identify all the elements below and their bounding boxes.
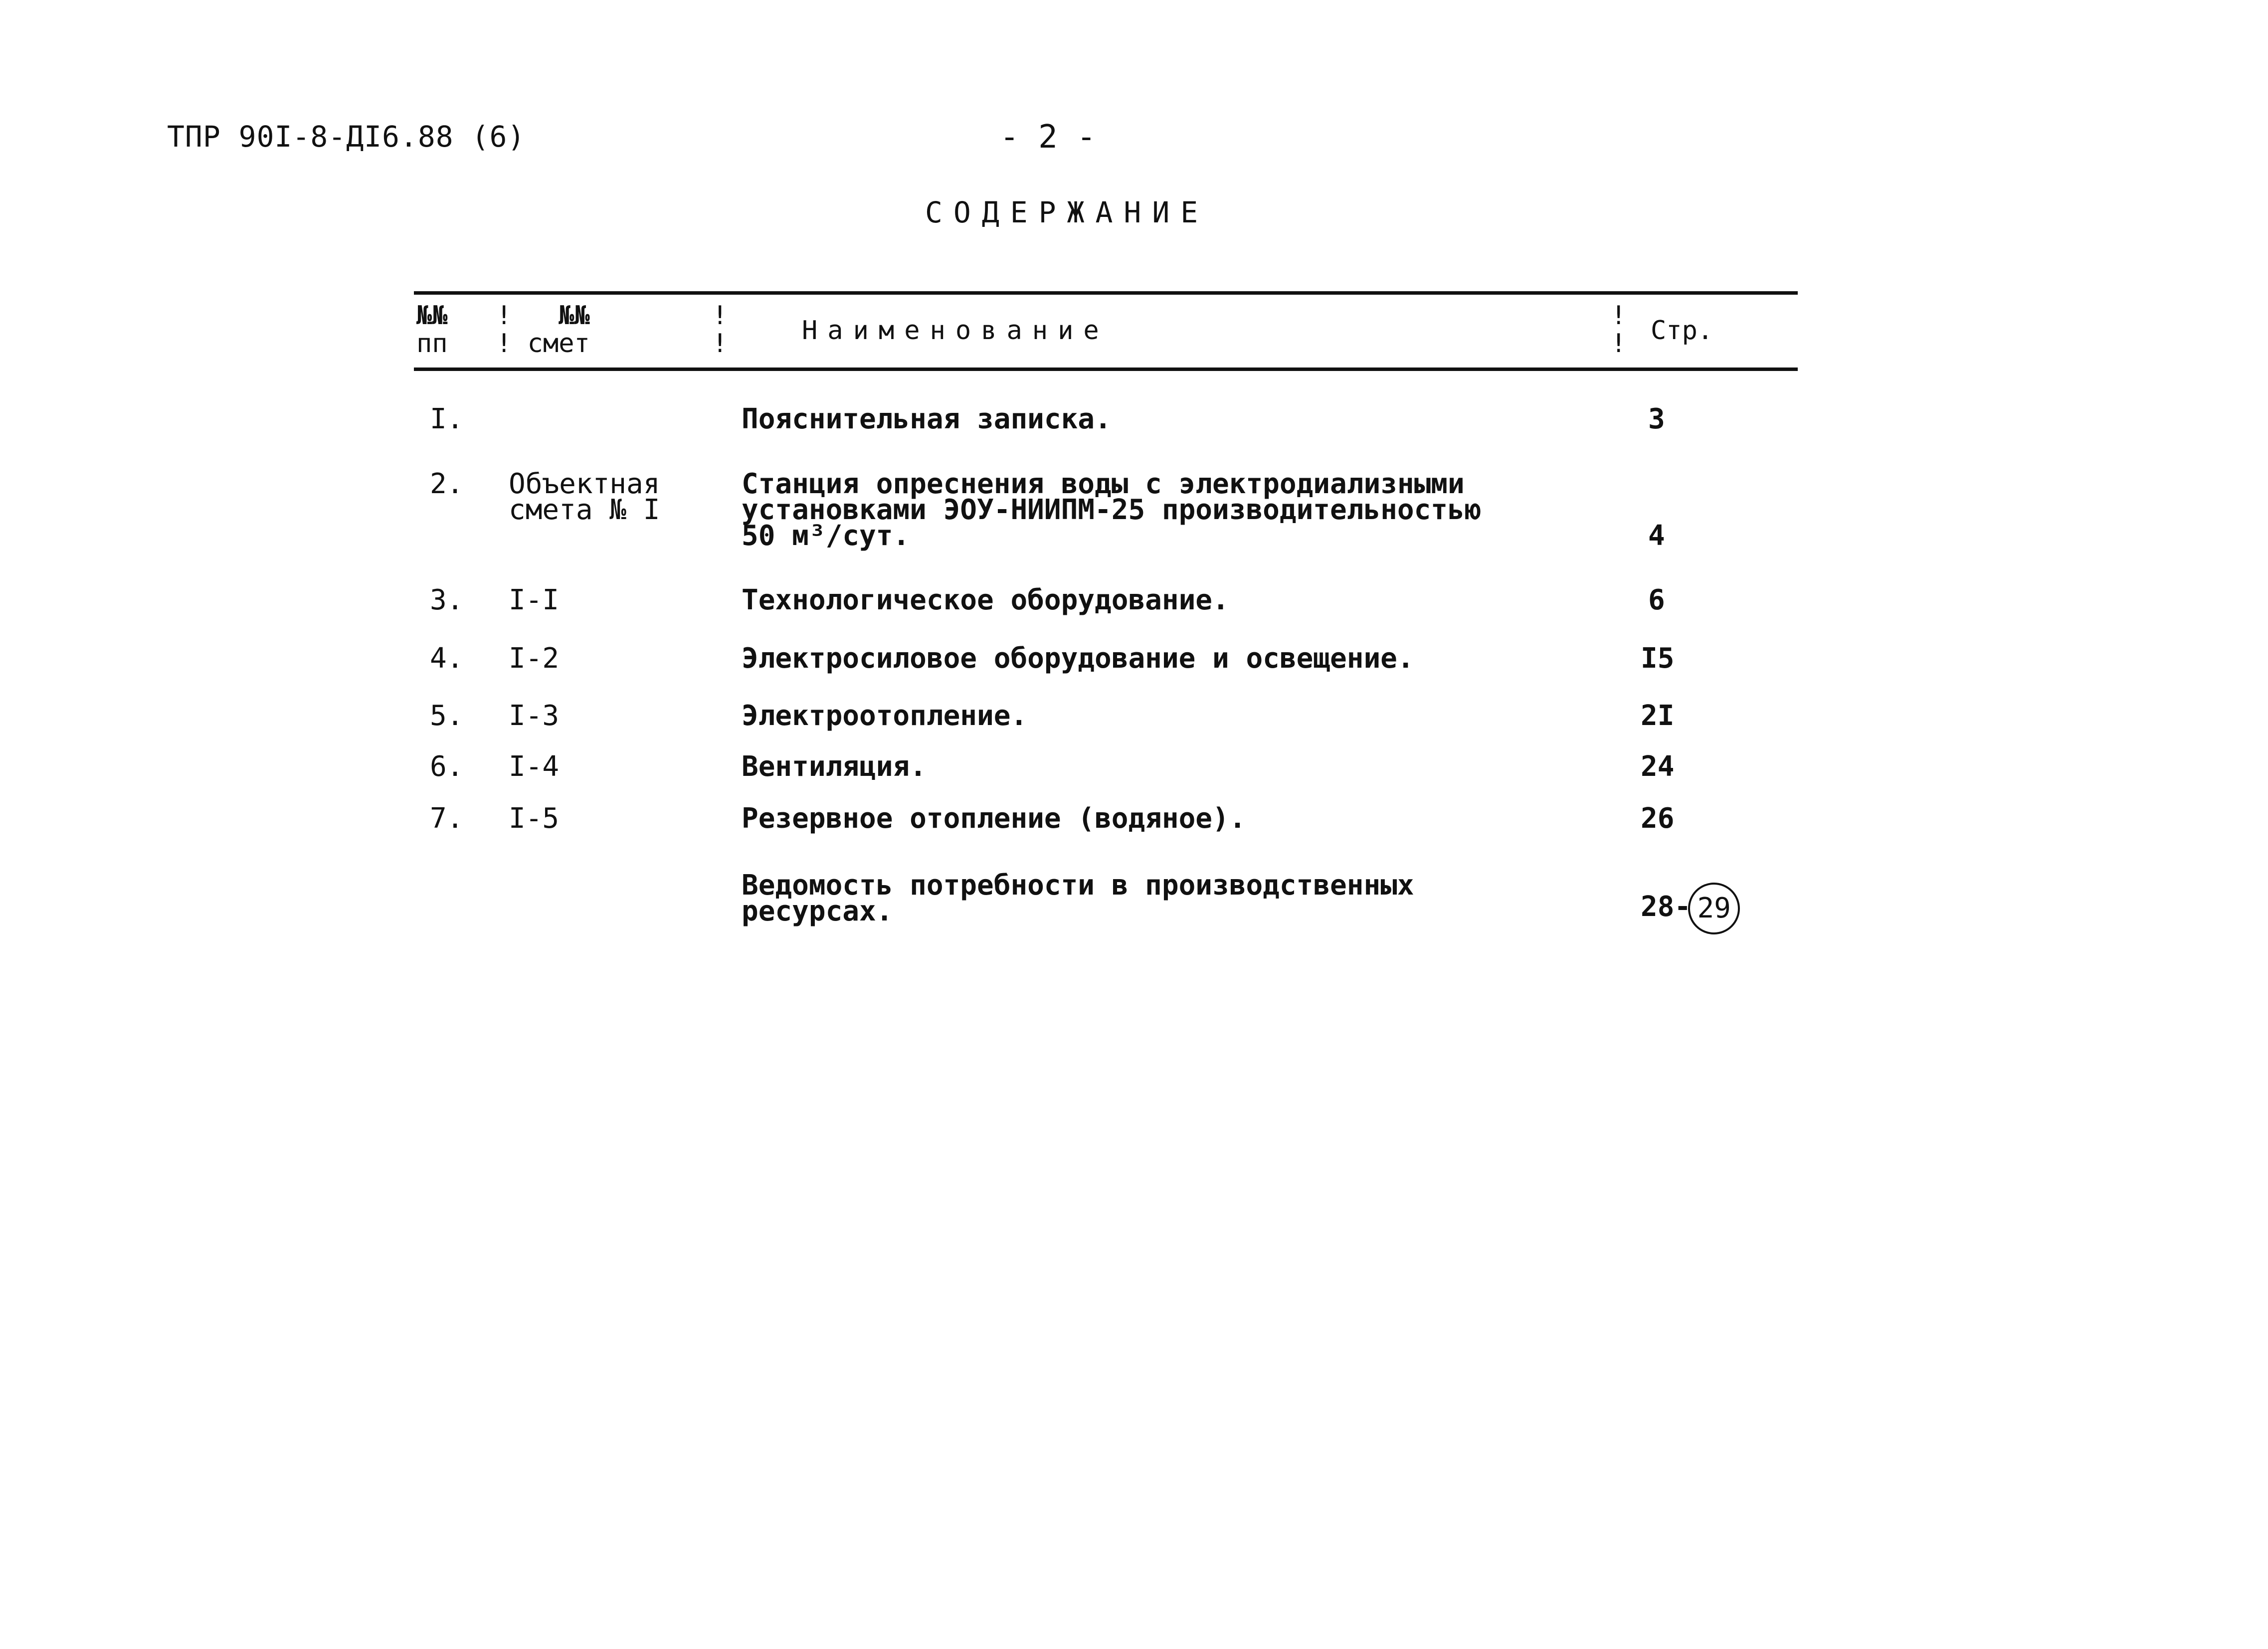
row-page: 3: [1648, 403, 1665, 435]
page-number: - 2 -: [1000, 119, 1096, 156]
column-header-page-label: Стр.: [1651, 316, 1713, 346]
row-name-line: Электроотопление.: [742, 700, 1028, 732]
column-header-number-line1: №№: [416, 301, 448, 331]
row-page: [1641, 883, 1740, 934]
row-name: [742, 802, 1246, 835]
row-page: I5: [1641, 642, 1675, 675]
row-number: I.: [430, 403, 464, 435]
row-number: 5.: [430, 700, 464, 732]
row-page: 4: [1648, 520, 1665, 552]
row-name-line: 50 м³/сут.: [742, 520, 910, 552]
row-page: 2I: [1641, 700, 1675, 732]
row-estimate-line: смета № I: [509, 494, 660, 526]
column-header-name-label: Наименование: [802, 316, 1109, 346]
column-header-estimate-line1: ! №№: [496, 301, 590, 331]
row-page: 24: [1641, 750, 1675, 783]
row-name-line: Технологическое оборудование.: [742, 584, 1229, 616]
row-estimate: [509, 750, 560, 783]
row-name: [742, 468, 1482, 552]
row-number: 2.: [430, 468, 464, 500]
column-header-estimate: [496, 302, 590, 358]
column-header-page: [1611, 301, 1713, 359]
row-number: 7.: [430, 802, 464, 835]
row-name: [742, 403, 1112, 435]
row-name-line: ресурсах.: [742, 895, 893, 927]
row-page: 6: [1648, 584, 1665, 616]
row-estimate-line: Объектная: [509, 468, 660, 500]
column-separator: ! !: [712, 301, 728, 359]
page-title: СОДЕРЖАНИЕ: [925, 195, 1209, 229]
row-estimate: [509, 468, 660, 526]
row-estimate: [509, 802, 560, 835]
row-estimate-line: I-I: [509, 584, 560, 616]
row-name: [742, 642, 1414, 675]
table-top-rule: [414, 291, 1798, 295]
column-separator: ! !: [1611, 301, 1627, 359]
column-header-number-line2: пп: [416, 329, 448, 359]
row-name-line: установками ЭОУ-НИИПМ-25 производительностью: [742, 494, 1482, 526]
row-name: [742, 700, 1028, 732]
table-header-rule: [414, 367, 1798, 371]
row-name: [742, 869, 1414, 927]
row-number: 3.: [430, 584, 464, 616]
circled-page-number: 29: [1688, 883, 1740, 934]
row-estimate: [509, 584, 560, 616]
row-page-range-start: 28-: [1641, 891, 1692, 923]
row-page: 26: [1641, 802, 1675, 835]
column-header-estimate-line2: ! смет: [496, 329, 590, 359]
row-estimate-line: I-4: [509, 750, 560, 783]
column-header-number: [416, 302, 448, 358]
row-name-line: Резервное отопление (водяное).: [742, 802, 1246, 835]
row-estimate: [509, 642, 560, 675]
row-name: [742, 750, 927, 783]
row-name: [742, 584, 1229, 616]
row-name-line: Пояснительная записка.: [742, 403, 1112, 435]
row-estimate-line: I-5: [509, 802, 560, 835]
column-header-name: [712, 301, 1109, 359]
document-code: ТПР 90I-8-ДI6.88 (6): [167, 120, 526, 154]
row-name-line: Электросиловое оборудование и освещение.: [742, 642, 1414, 675]
column-header-estimate-marks: №№: [559, 301, 590, 331]
column-header-estimate-label: смет: [527, 329, 590, 359]
row-name-line: Ведомость потребности в производственных: [742, 869, 1414, 902]
row-estimate-line: I-3: [509, 700, 560, 732]
row-estimate: [509, 700, 560, 732]
row-name-line: Вентиляция.: [742, 750, 927, 783]
row-number: 6.: [430, 750, 464, 783]
row-name-line: Станция опреснения воды с электродиализными: [742, 468, 1465, 500]
row-number: 4.: [430, 642, 464, 675]
row-estimate-line: I-2: [509, 642, 560, 675]
